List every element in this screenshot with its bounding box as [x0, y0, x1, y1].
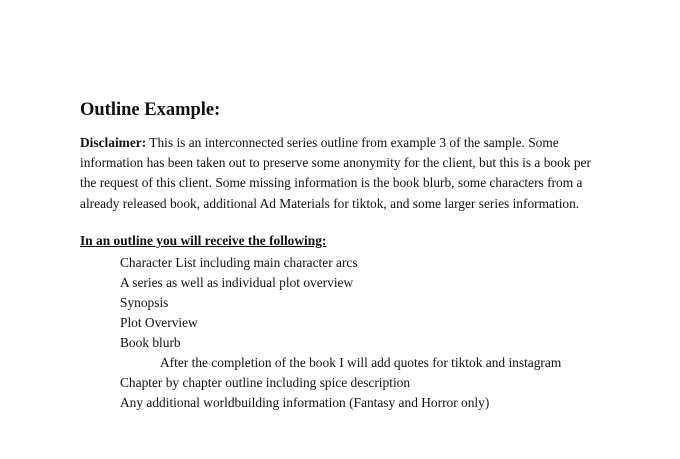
list-item-book-blurb: Book blurb [120, 335, 181, 350]
document-title: Outline Example: [80, 100, 221, 120]
list-item-plot-overview: Plot Overview [120, 315, 198, 330]
outline-contents-heading: In an outline you will receive the following: [80, 233, 327, 248]
disclaimer-label: Disclaimer: [80, 135, 147, 150]
list-item-character-list: Character List including main character arcs [120, 255, 358, 270]
disclaimer-paragraph [80, 133, 602, 214]
list-item-worldbuilding: Any additional worldbuilding information (Fantasy and Horror only) [120, 395, 490, 410]
disclaimer-text: This is an interconnected series outline from example 3 of the sample. Some information has been taken out to preserve some anonymity for the client, but this is a book per the request of this client. Some missing information is the book blurb, some characters from a already released book, additional Ad Materials for tiktok, and some larger series information. [80, 135, 591, 211]
list-item-plot-overview-series: A series as well as individual plot overview [120, 275, 354, 290]
outline-contents-list [80, 253, 561, 413]
list-subitem-quotes: After the completion of the book I will add quotes for tiktok and instagram [160, 355, 562, 370]
list-item-synopsis: Synopsis [120, 295, 169, 310]
list-item-chapter-outline: Chapter by chapter outline including spice description [120, 375, 411, 390]
